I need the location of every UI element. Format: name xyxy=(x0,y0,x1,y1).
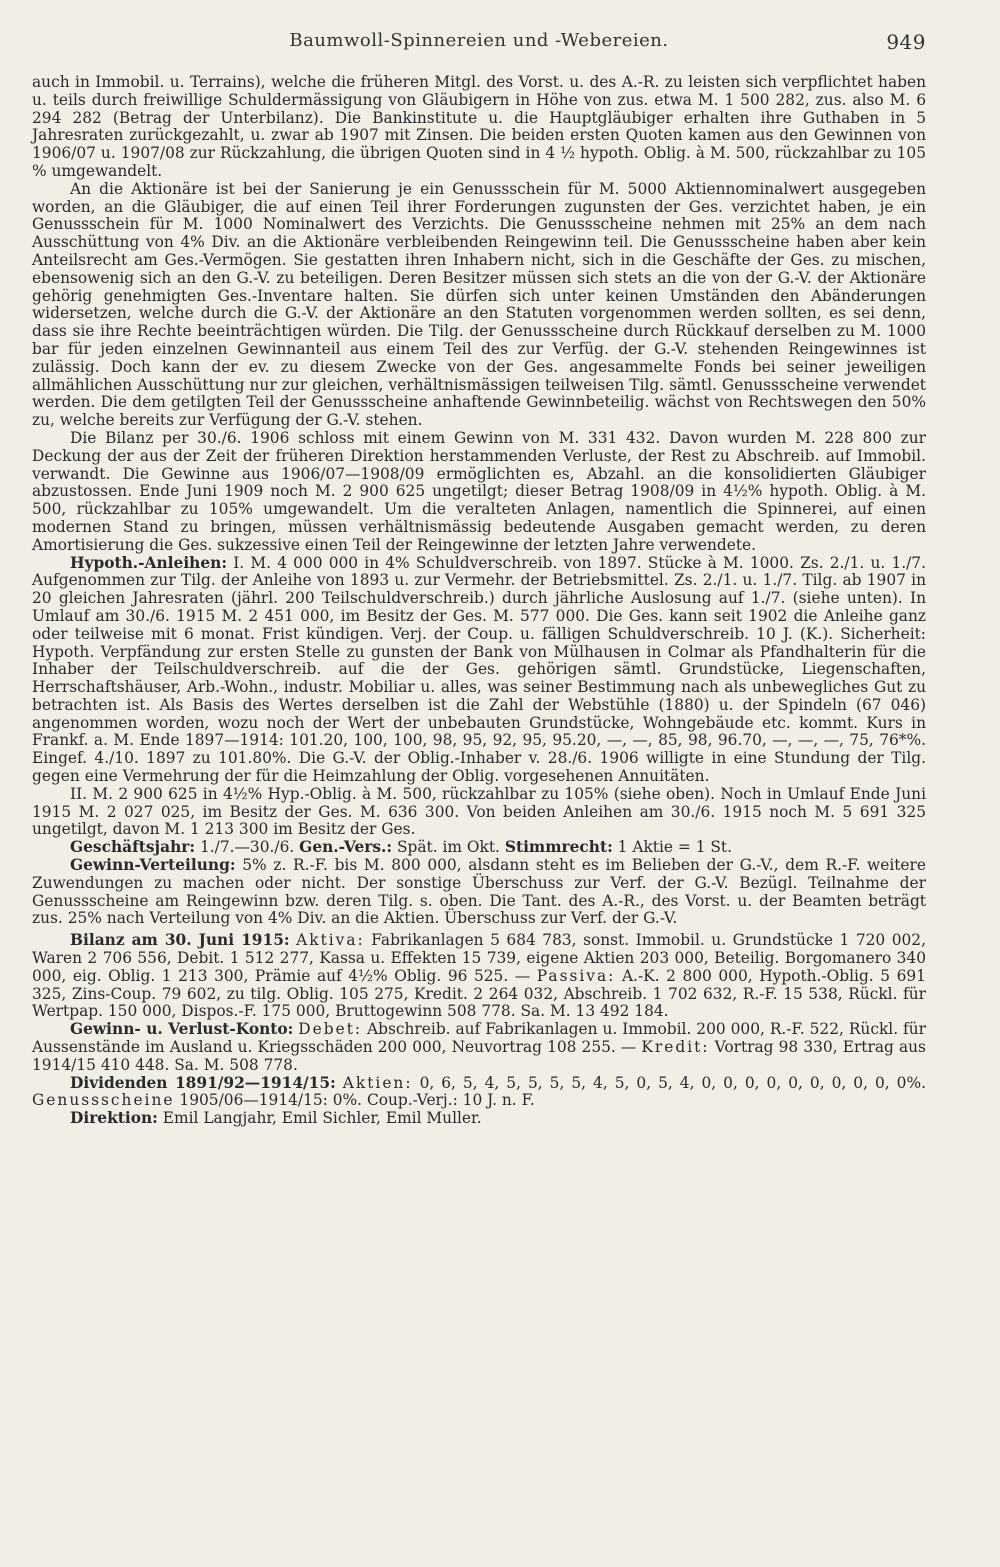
text-direktion: Emil Langjahr, Emil Sichler, Emil Muller. xyxy=(162,1109,482,1128)
label-passiva: Passiva: xyxy=(536,966,616,985)
paragraph-hypoth-anleihen xyxy=(32,555,926,786)
text-gen-vers: Spät. im Okt. xyxy=(396,838,500,857)
label-gewinn-verlust: Gewinn- u. Verlust-Konto: xyxy=(70,1020,294,1039)
label-geschaeftsjahr: Geschäftsjahr: xyxy=(70,838,196,857)
text-hypoth-anleihen: I. M. 4 000 000 in 4% Schuldverschreib. von 1897. Stücke à M. 1000. Zs. 2./1. u. 1./7. Aufgenommen zur Tilg. der Anleihe von 1893 u. zur Vermehr. der Betriebsmittel. Zs. 2./1. u. 1./7. Tilg. ab 1907 in 20 gleichen Jahresraten (jährl. 200 Teilschuldverschreib.) durch jährliche Auslosung auf 1./7. (siehe unten). In Umlauf am 30./6. 1915 M. 2 451 000, im Besitz der Ges. M. 577 000. Die Ges. kann seit 1902 die Anleihe ganz oder teilweise mit 6 monat. Frist kündigen. Verj. der Coup. u. fälligen Schuldverschreib. 10 J. (K.). Sicherheit: Hypoth. Verpfändung zur ersten Stelle zu gunsten der Bank von Mülhausen in Colmar als Pfandhalterin für die Inhaber der Teilschuldverschreib. auf die der Ges. gehörigen sämtl. Grundstücke, Liegenschaften, Herrschaftshäuser, Arb.-Wohn., industr. Mobiliar u. alles, was seiner Bestimmung nach als unbewegliches Gut zu betrachten ist. Als Basis des Wertes derselben ist die Zahl der Webstühle (1880) u. der Spindeln (67 046) angenommen worden, wozu noch der Wert der unbebauten Grundstücke, Wohngebäude etc. kommt. Kurs in Frankf. a. M. Ende 1897—1914: 101.20, 100, 100, 98, 95, 92, 95, 95.20, —, —, 85, 98, 96.70, —, —, —, 75, 76*%. Eingef. 4./10. 1897 zu 101.80%. Die G.-V. der Oblig.-Inhaber v. 28./6. 1906 willigte in eine Stundung der Tilg. gegen eine Vermehrung der für die Heimzahlung der Oblig. vorgesehenen Annuitäten. xyxy=(32,553,926,786)
running-header xyxy=(32,30,926,60)
label-bilanz-1915: Bilanz am 30. Juni 1915: xyxy=(70,931,290,950)
paragraph-gewinn-verteilung xyxy=(32,857,926,928)
page-number: 949 xyxy=(886,30,926,54)
text-stimmrecht: 1 Aktie = 1 St. xyxy=(617,838,732,857)
paragraph-geschaeftsjahr xyxy=(32,839,926,857)
paragraph-dividenden xyxy=(32,1075,926,1111)
text-kredit: Vortrag 98 330, Ertrag aus 1914/15 410 448. Sa. M. 508 778. xyxy=(32,1038,926,1074)
text-gewinn-verteilung: 5% z. R.-F. bis M. 800 000, alsdann steht es im Belieben der G.-V., dem R.-F. weitere Zuwendungen zu machen oder nicht. Der sonstige Überschuss zur Verf. der G.-V. Bezügl. Teilnahme der Genussscheine am Reingewinn bzw. deren Tilg. s. oben. Die Tant. des A.-R., des Vorst. u. der Beamten beträgt zus. 25% nach Verteilung von 4% Div. an die Aktien. Überschuss zur Verf. der G.-V. xyxy=(32,856,926,928)
label-genussscheine: Genussscheine xyxy=(32,1091,175,1110)
label-direktion: Direktion: xyxy=(70,1109,158,1128)
text-aktiva: Fabrikanlagen 5 684 783, sonst. Immobil. u. Grundstücke 1 720 002, Waren 2 706 556, Debit. 1 512 277, Kassa u. Effekten 15 739, eigene Aktien 203 000, Beteilig. Borgomanero 340 000, eig. Oblig. 1 213 300, Prämie auf 4½% Oblig. 96 525. — xyxy=(32,931,926,985)
text-geschaeftsjahr: 1./7.—30./6. xyxy=(199,838,295,857)
label-dividenden: Dividenden 1891/92—1914/15: xyxy=(70,1073,336,1092)
paragraph-bilanz-1915 xyxy=(32,932,926,1021)
document-body xyxy=(32,74,926,1128)
header-title: Baumwoll-Spinnereien und -Webereien. xyxy=(289,30,669,51)
text-passiva: A.-K. 2 800 000, Hypoth.-Oblig. 5 691 325, Zins-Coup. 79 602, zu tilg. Oblig. 105 275, Kredit. 2 264 032, Abschreib. 1 702 632, R.-F. 15 538, Rückl. für Wertpap. 150 000, Dispos.-F. 175 000, Bruttogewinn 508 778. Sa. M. 13 492 184. xyxy=(32,966,926,1021)
label-aktien: Aktien: xyxy=(342,1073,413,1092)
paragraph-direktion xyxy=(32,1110,926,1128)
label-gewinn-verteilung: Gewinn-Verteilung: xyxy=(70,856,236,875)
label-kredit: Kredit: xyxy=(641,1038,710,1057)
text-debet: Abschreib. auf Fabrikanlagen u. Immobil. 200 000, R.-F. 522, Rückl. für Aussenstände im Ausland u. Kriegsschäden 200 000, Neuvortrag 108 255. — xyxy=(32,1020,926,1057)
label-hypoth-anleihen: Hypoth.-Anleihen: xyxy=(70,553,228,572)
paragraph-sanierung-cont: auch in Immobil. u. Terrains), welche die früheren Mitgl. des Vorst. u. des A.-R. zu leisten sich verpflichtet haben u. teils durch freiwillige Schuldermässigung von Gläubigern in Höhe von zus. etwa M. 1 500 282, zus. also M. 6 294 282 (Betrag der Unterbilanz). Die Bankinstitute u. die Hauptgläubiger erhalten ihre Guthaben in 5 Jahresraten zurückgezahlt, u. zwar ab 1907 mit Zinsen. Die beiden ersten Quoten kamen aus den Gewinnen von 1906/07 u. 1907/08 zur Rückzahlung, die übrigen Quoten sind in 4 ½ hypoth. Oblig. à M. 500, rückzahlbar zu 105 % umgewandelt. xyxy=(32,73,926,180)
label-debet: Debet: xyxy=(298,1020,363,1039)
paragraph-anleihe-ii: II. M. 2 900 625 in 4½% Hyp.-Oblig. à M. 500, rückzahlbar zu 105% (siehe oben). Noch in Umlauf Ende Juni 1915 M. 2 027 025, im Besitz der Ges. M. 636 300. Von beiden Anleihen am 30./6. 1915 noch M. 5 691 325 ungetilgt, davon M. 1 213 300 im Besitz der Ges. xyxy=(32,784,926,839)
paragraph-gewinn-verlust xyxy=(32,1021,926,1074)
text-genussscheine: 1905/06—1914/15: 0%. Coup.-Verj.: 10 J. n. F. xyxy=(179,1091,535,1110)
label-gen-vers: Gen.-Vers.: xyxy=(299,838,393,857)
label-aktiva: Aktiva: xyxy=(296,931,365,950)
paragraph-genussscheine: An die Aktionäre ist bei der Sanierung je ein Genussschein für M. 5000 Aktiennominalwert ausgegeben worden, an die Gläubiger, die auf einen Teil ihrer Forderungen zugunsten der Ges. verzichtet haben, je ein Genussschein für M. 1000 Nominalwert des Verzichts. Die Genussscheine nehmen mit 25% an dem nach Ausschüttung von 4% Div. an die Aktionäre verbleibenden Reingewinn teil. Die Genussscheine haben aber kein Anteilsrecht am Ges.-Vermögen. Sie gestatten ihren Inhabern nicht, sich in die Geschäfte der Ges. zu mischen, ebensowenig sich an den G.-V. zu beteiligen. Deren Besitzer müssen sich stets an die von der G.-V. der Aktionäre gehörig genehmigten Ges.-Inventare halten. Sie dürfen sich unter keinen Umständen den Abänderungen widersetzen, welche durch die G.-V. der Aktionäre an den Statuten vorgenommen werden sollten, es sei denn, dass sie ihre Rechte beeinträchtigen würden. Die Tilg. der Genussscheine durch Rückkauf derselben zu M. 1000 bar für jeden einzelnen Gewinnanteil aus einem Teil des zur Verfüg. der G.-V. stehenden Reingewinnes ist zulässig. Doch kann der ev. zu diesem Zwecke von der Ges. angesammelte Fonds bei seiner jeweiligen allmählichen Ausschüttung nur zur gleichen, verhältnismässigen teilweisen Tilg. sämtl. Genussscheine verwendet werden. Die dem getilgten Teil der Genussscheine anhaftende Gewinnbeteilig. wächst von Rechtswegen den 50% zu, welche bereits zur Verfügung der G.-V. stehen. xyxy=(32,179,926,430)
text-aktien: 0, 6, 5, 4, 5, 5, 5, 5, 4, 5, 0, 5, 4, 0, 0, 0, 0, 0, 0, 0, 0, 0, 0%. xyxy=(419,1073,926,1092)
label-stimmrecht: Stimmrecht: xyxy=(504,838,613,857)
paragraph-bilanz-1906: Die Bilanz per 30./6. 1906 schloss mit einem Gewinn von M. 331 432. Davon wurden M. 228 800 zur Deckung der aus der Zeit der früheren Direktion herstammenden Verluste, der Rest zu Abschreib. auf Immobil. verwandt. Die Gewinne aus 1906/07—1908/09 ermöglichten es, Abzahl. an die konsolidierten Gläubiger abzustossen. Ende Juni 1909 noch M. 2 900 625 ungetilgt; dieser Betrag 1908/09 in 4½% hypoth. Oblig. à M. 500, rückzahlbar zu 105% umgewandelt. Um die veralteten Anlagen, namentlich die Spinnerei, auf einen modernen Stand zu bringen, müssen verhältnismässig bedeutende Ausgaben gemacht werden, zu deren Amortisierung die Ges. sukzessive einen Teil der Reingewinne der letzten Jahre verwendete. xyxy=(32,428,926,554)
